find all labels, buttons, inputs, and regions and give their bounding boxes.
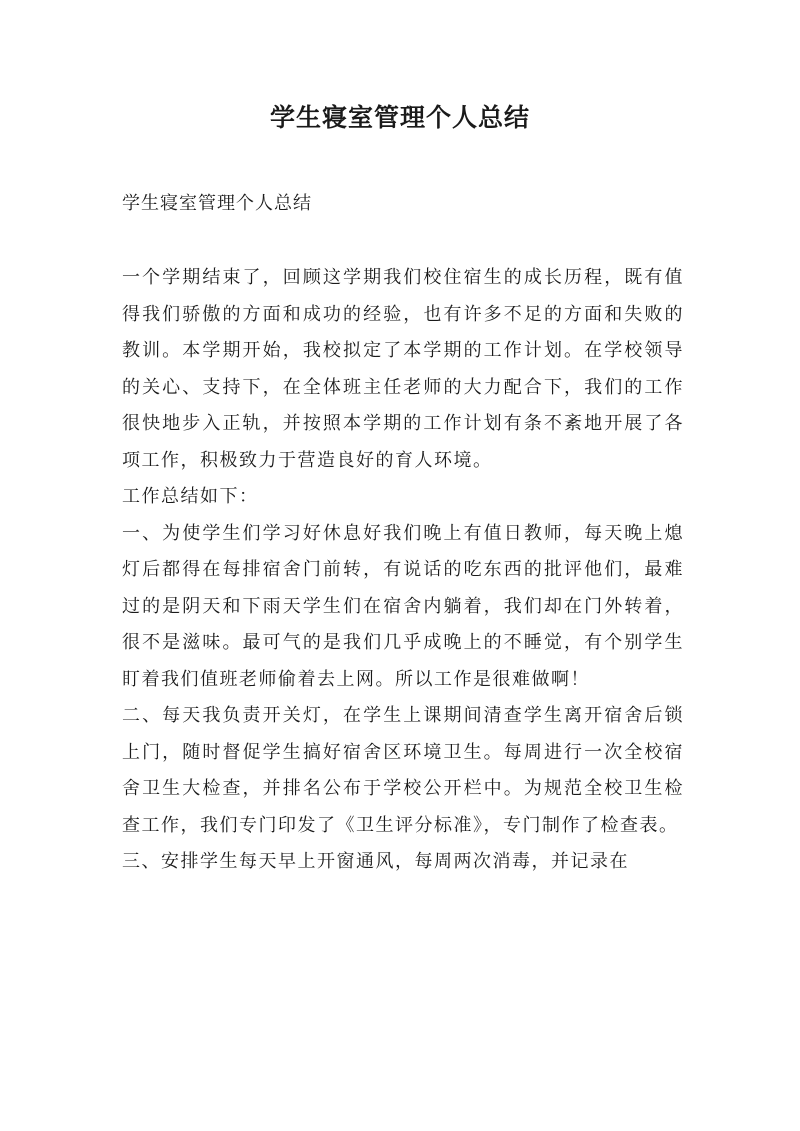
document-body (122, 260, 684, 881)
paragraph-summary-heading: 工作总结如下： (122, 486, 259, 507)
document-title: 学生寝室管理个人总结 (269, 103, 530, 132)
paragraph-item-1: 一、为使学生们学习好休息好我们晚上有值日教师，每天晚上熄灯后都得在每排宿舍门前转，有说话的吃东西的批评他们，最难过的是阴天和下雨天学生们在宿舍内躺着，我们却在门外转着，很不是滋味。最可气的是我们几乎成晚上的不睡觉，有个别学生盯着我们值班老师偷着去上网。所以工作是很难做啊！ (122, 522, 684, 690)
paragraph-item-2: 二、每天我负责开关灯，在学生上课期间清查学生离开宿舍后锁上门，随时督促学生搞好宿舍区环境卫生。每周进行一次全校宿舍卫生大检查，并排名公布于学校公开栏中。为规范全校卫生检查工作，我们专门印发了《卫生评分标准》，专门制作了检查表。 (122, 705, 684, 836)
paragraph-item-3: 三、安排学生每天早上开窗通风，每周两次消毒，并记录在 (122, 851, 629, 872)
document-subtitle: 学生寝室管理个人总结 (122, 193, 312, 214)
paragraph-intro: 一个学期结束了，回顾这学期我们校住宿生的成长历程，既有值得我们骄傲的方面和成功的经验，也有许多不足的方面和失败的教训。本学期开始，我校拟定了本学期的工作计划。在学校领导的关心、支持下，在全体班主任老师的大力配合下，我们的工作很快地步入正轨，并按照本学期的工作计划有条不紊地开展了各项工作，积极致力于营造良好的育人环境。 (122, 267, 684, 471)
